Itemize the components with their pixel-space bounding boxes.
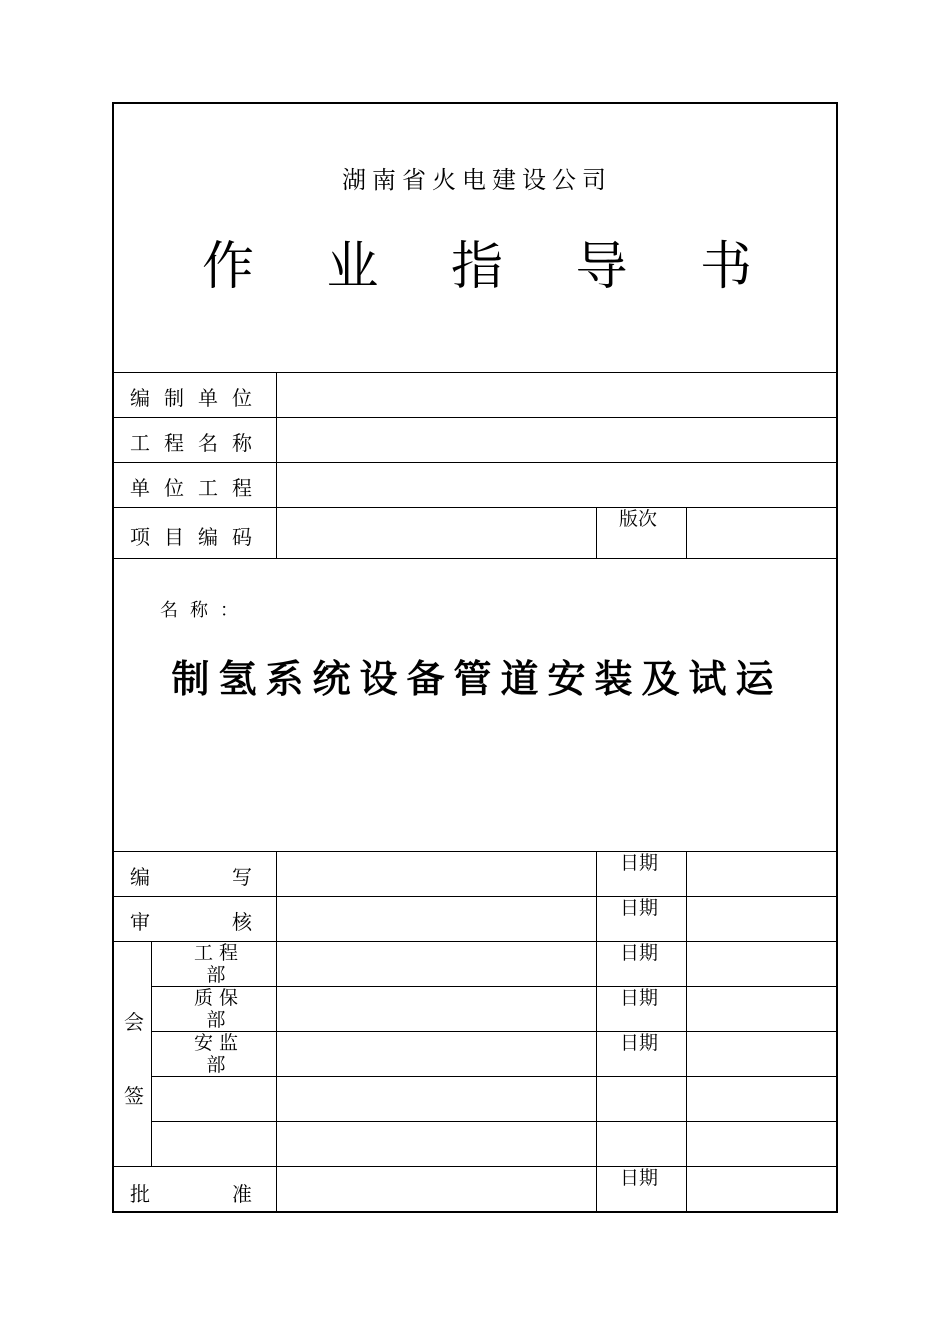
date-label-approve: 日期 <box>619 1167 658 1189</box>
document-frame <box>112 102 838 1213</box>
divider <box>114 558 836 559</box>
label-dept-safety: 安 监 部 <box>193 1032 239 1076</box>
label-dept-engineering: 工 程 部 <box>193 942 239 986</box>
date-label-quality: 日期 <box>619 987 658 1009</box>
label-review-a: 审 <box>130 910 150 934</box>
divider <box>114 507 836 508</box>
date-label-engineering: 日期 <box>619 942 658 964</box>
divider <box>114 417 836 418</box>
label-project-name: 工程名称 <box>130 431 266 455</box>
divider <box>151 1121 836 1122</box>
divider <box>151 1031 836 1032</box>
divider <box>686 507 687 558</box>
company-name: 湖南省火电建设公司 <box>342 166 612 194</box>
divider <box>276 372 277 558</box>
divider <box>114 372 836 373</box>
version-label: 版次 <box>618 508 657 530</box>
date-label-write: 日期 <box>619 852 658 874</box>
divider <box>114 896 836 897</box>
label-approve-b: 准 <box>232 1182 252 1206</box>
document-name: 制氢系统设备管道安装及试运 <box>171 656 783 701</box>
label-countersign-a: 会 <box>124 1010 144 1034</box>
label-approve-a: 批 <box>130 1182 150 1206</box>
divider <box>276 851 277 1211</box>
label-dept-quality: 质 保 部 <box>193 987 239 1031</box>
date-label-review: 日期 <box>619 897 658 919</box>
divider <box>114 462 836 463</box>
label-compile-unit: 编制单位 <box>130 386 266 410</box>
divider <box>114 851 836 852</box>
label-unit-project: 单位工程 <box>130 476 266 500</box>
date-label-safety: 日期 <box>619 1032 658 1054</box>
divider <box>686 851 687 1211</box>
divider <box>596 507 597 558</box>
label-item-code: 项目编码 <box>130 525 266 549</box>
divider <box>151 986 836 987</box>
label-write-b: 写 <box>232 865 252 889</box>
label-countersign-b: 签 <box>124 1084 144 1108</box>
divider <box>151 1076 836 1077</box>
label-review-b: 核 <box>232 910 252 934</box>
name-label: 名称： <box>160 600 250 621</box>
divider <box>151 941 152 1166</box>
divider <box>114 1166 836 1167</box>
divider <box>596 851 597 1211</box>
document-title: 作 业 指 导 书 <box>201 237 781 297</box>
label-write-a: 编 <box>130 865 150 889</box>
